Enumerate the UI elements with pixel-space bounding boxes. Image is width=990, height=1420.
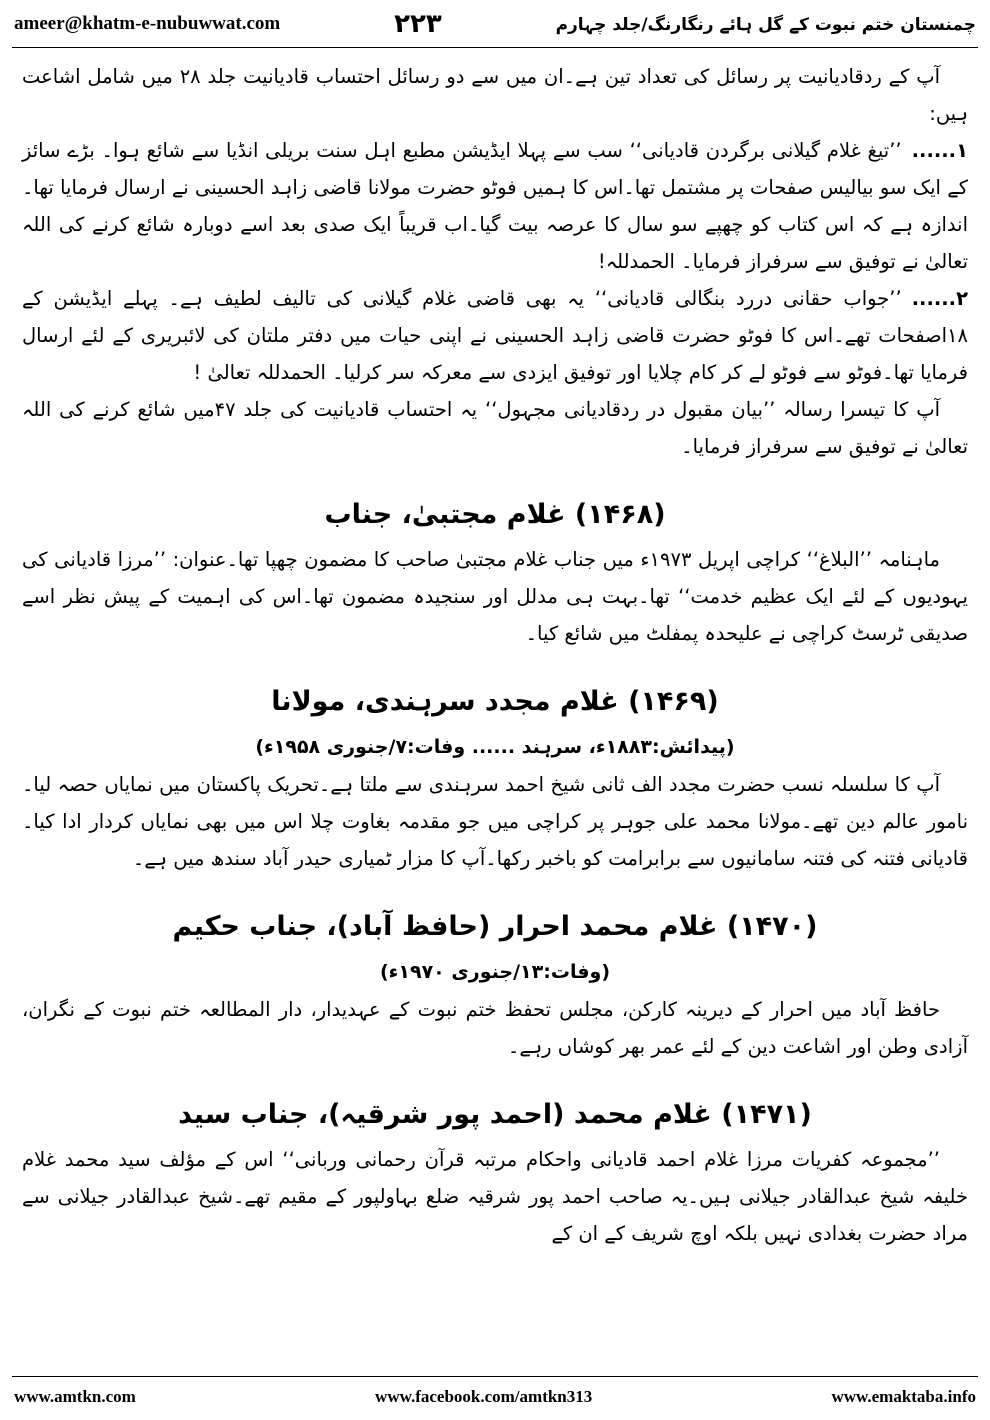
section-text-1469: آپ کا سلسلہ نسب حضرت مجدد الف ثانی شیخ احمد سرہندی سے ملتا ہے۔تحریک پاکستان میں نمایاں حصہ لیا۔نامور عالم دین تھے۔مولانا محمد علی جوہر پر کراچی میں جو مقدمہ بغاوت چلا اس میں بھی نمایاں کردار ادا کیا۔قادیانی فتنہ کی فتنہ سامانیوں سے برابرامت کو باخبر رکھا۔آپ کا مزار ٹمیاری حیدر آباد سندھ میں ہے۔	[22, 773, 968, 870]
section-heading-1470: (۱۴۷۰) غلام محمد احرار (حافظ آباد)، جناب حکیم	[172, 911, 818, 942]
third-treatise-paragraph: آپ کا تیسرا رسالہ ’’بیان مقبول در ردقادیانی مجہول‘‘ یہ احتساب قادیانیت کی جلد ۴۷میں شائع کرنے کی اللہ تعالیٰ نے توفیق سے سرفراز فرمایا۔	[22, 398, 968, 458]
list-item-2-text: ’’جواب حقانی دررد بنگالی قادیانی‘‘ یہ بھی قاضی غلام گیلانی کی تالیف لطیف ہے۔ پہلے ایڈیشن کے ۱۸اصفحات تھے۔اس کا فوٹو حضرت قاضی زاہد الحسینی نے اپنی حیات میں دفتر ملتان کی لائبریری کے لئے ارسال فرمایا تھا۔فوٹو سے فوٹو لے کر کام چلایا اور توفیق ایزدی سے معرکہ سر کرلیا۔ الحمدللہ تعالیٰ !	[22, 287, 968, 384]
page-number: ۲۲۳	[394, 9, 442, 39]
footer-link-right[interactable]: www.emaktaba.info	[831, 1387, 976, 1406]
list-item-1	[22, 132, 968, 280]
footer-link-left[interactable]: www.amtkn.com	[14, 1387, 136, 1406]
section-dates-1470: (وفات:۱۳/جنوری ۱۹۷۰ء)	[379, 961, 611, 983]
section-heading-1468: (۱۴۶۸) غلام مجتبیٰ، جناب	[324, 499, 666, 530]
footer-link-center[interactable]: www.facebook.com/amtkn313	[375, 1387, 593, 1406]
section-text-1468: ماہنامہ ’’البلاغ‘‘ کراچی اپریل ۱۹۷۳ء میں جناب غلام مجتبیٰ صاحب کا مضمون چھپا تھا۔عنوان: ’’مرزا قادیانی کی یہودیوں کے لئے ایک عظیم خدمت‘‘ تھا۔بہت ہی مدلل اور سنجیدہ مضمون تھا۔اس کی اہمیت کے پیش نظر اسے صدیقی ٹرسٹ کراچی نے علیحدہ پمفلٹ میں شائع کیا۔	[22, 548, 968, 645]
page-header	[14, 4, 976, 44]
list-item-2	[22, 280, 968, 391]
section-text-1471: ’’مجموعہ کفریات مرزا غلام احمد قادیانی واحکام مرتبہ قرآن رحمانی وربانی‘‘ اس کے مؤلف سید محمد غلام خلیفہ شیخ عبدالقادر جیلانی ہیں۔یہ صاحب احمد پور شرقیہ ضلع بہاولپور کے مقیم تھے۔شیخ عبدالقادر جیلانی سے مراد حضرت بغدادی نہیں بلکہ اوچ شریف کے ان کے	[22, 1148, 968, 1245]
section-text-1470: حافظ آباد میں احرار کے دیرینہ کارکن، مجلس تحفظ ختم نبوت کے عہدیدار، دار المطالعہ ختم نبوت کے نگران، آزادی وطن اور اشاعت دین کے لئے عمر بھر کوشاں رہے۔	[22, 998, 968, 1058]
page-footer	[14, 1382, 976, 1412]
section-dates-1469: (پیدائش:۱۸۸۳ء، سرہند ...... وفات:۷/جنوری ۱۹۵۸ء)	[255, 736, 735, 758]
header-email: ameer@khatm-e-nubuwwat.com	[14, 13, 281, 34]
header-rule	[12, 47, 978, 48]
book-title: چمنستان ختم نبوت کے گل ہائے رنگارنگ/جلد چہارم	[555, 14, 976, 35]
list-item-1-number: ۱......	[911, 139, 968, 162]
section-heading-1471: (۱۴۷۱) غلام محمد (احمد پور شرقیہ)، جناب سید	[178, 1099, 812, 1130]
intro-paragraph: آپ کے ردقادیانیت پر رسائل کی تعداد تین ہے۔ان میں سے دو رسائل احتساب قادیانیت جلد ۲۸ میں شامل اشاعت ہیں:	[22, 65, 968, 125]
footer-rule	[12, 1376, 978, 1377]
list-item-2-number: ۲......	[911, 287, 968, 310]
section-heading-1469: (۱۴۶۹) غلام مجدد سرہندی، مولانا	[271, 686, 719, 717]
page-content	[22, 58, 968, 1368]
list-item-1-text: ’’تیغ غلام گیلانی برگردن قادیانی‘‘ سب سے پہلا ایڈیشن مطبع اہل سنت بریلی انڈیا سے شائع ہوا۔ بڑے سائز کے ایک سو بیالیس صفحات پر مشتمل تھا۔اس کا ہمیں فوٹو حضرت مولانا قاضی زاہد الحسینی نے ارسال فرمایا تھا۔اندازہ ہے کہ اس کتاب کو چھپے سو سال کا عرصہ بیت گیا۔اب قریباً ایک صدی بعد اسے دوبارہ شائع کرنے کی اللہ تعالیٰ نے توفیق سے سرفراز فرمایا۔ الحمدللہ!	[22, 139, 968, 273]
